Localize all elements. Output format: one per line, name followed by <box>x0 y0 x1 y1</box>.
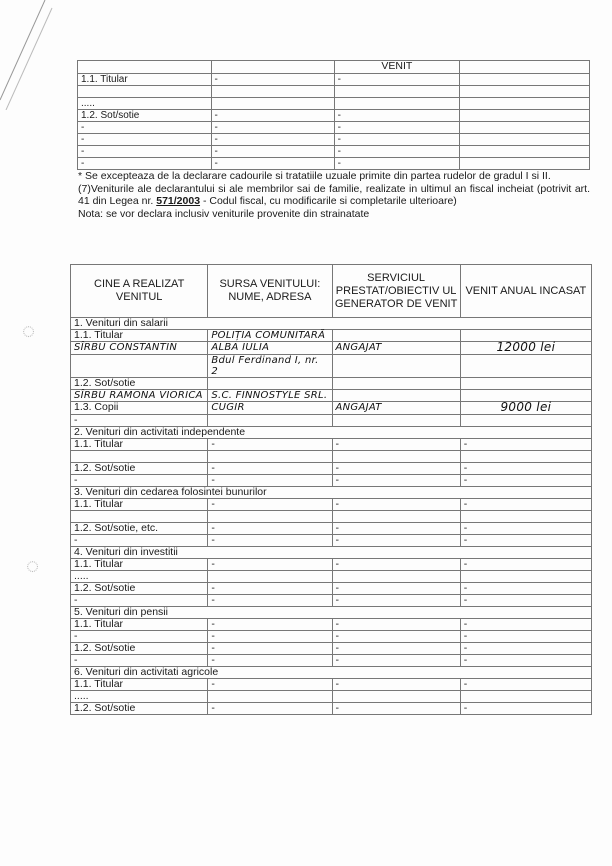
income-table-header <box>71 265 592 318</box>
table-row: - - - - <box>71 475 592 487</box>
table-row: - - - <box>78 158 590 170</box>
table-row <box>71 451 592 463</box>
table-row <box>78 86 590 98</box>
table-row: - - - - <box>71 655 592 667</box>
law-number: 571/2003 <box>156 195 201 207</box>
previous-income-table <box>77 60 590 170</box>
handwritten-income: 12000 lei <box>496 340 556 354</box>
venit-header: VENIT <box>334 61 460 74</box>
section-row-cedarea: 3. Venituri din cedarea folosintei bunurilor <box>71 487 592 499</box>
section-row-investitii: 4. Venituri din investitii <box>71 547 592 559</box>
table-row: 1.3. Copii CUGIR ANGAJAT 9000 lei <box>71 402 592 415</box>
table-row: - - - <box>78 134 590 146</box>
table-row: - - - - <box>71 631 592 643</box>
section-row-independente: 2. Venituri din activitati independente <box>71 427 592 439</box>
handwritten-name: SÎRBU CONSTANTIN <box>74 342 178 353</box>
table-row: 1.1. Titular - - <box>78 74 590 86</box>
table-row: - <box>71 415 592 427</box>
table-row: 1.1. Titular - - - <box>71 499 592 511</box>
punch-hole-mark: ◌ <box>26 553 40 578</box>
table-row: 1.1. Titular - - - <box>71 439 592 451</box>
handwritten-service: ANGAJAT <box>335 342 382 353</box>
table-row: 1.1. Titular - - - <box>71 619 592 631</box>
handwritten-spouse-name: SÎRBU RAMONA VIORICA <box>74 390 203 401</box>
table-row: SÎRBU CONSTANTIN ALBA IULIA ANGAJAT 12000 lei <box>71 342 592 355</box>
col-source: SURSA VENITULUI: NUME, ADRESA <box>208 265 332 318</box>
col-income: VENIT ANUAL INCASAT <box>460 265 591 318</box>
table-row: 1.1. Titular - - - <box>71 559 592 571</box>
table-row: 1.2. Sot/sotie - - - <box>71 583 592 595</box>
table-row: - - - <box>78 146 590 158</box>
foreign-income-note: Nota: se vor declara inclusiv veniturile provenite din strainatate <box>78 208 370 220</box>
table-row: 1.2. Sot/sotie - - - <box>71 643 592 655</box>
handwritten-source: POLIȚIA COMUNITARĂ <box>211 330 326 341</box>
table-row: ..... <box>71 691 592 703</box>
table-row: 1.1. Titular POLIȚIA COMUNITARĂ <box>71 330 592 342</box>
table-row: 1.1. Titular - - - <box>71 679 592 691</box>
table-row: - - - - <box>71 535 592 547</box>
income-table <box>70 264 592 715</box>
table-row: Bdul Ferdinand I, nr. 2 <box>71 355 592 378</box>
table-row <box>71 511 592 523</box>
table-row: - - - - <box>71 595 592 607</box>
table-row: ..... <box>78 98 590 110</box>
col-service: SERVICIUL PRESTAT/OBIECTIV UL GENERATOR DE VENIT <box>332 265 460 318</box>
table-row: 1.2. Sot/sotie <box>71 378 592 390</box>
table-row: ..... <box>71 571 592 583</box>
section-row-pensii: 5. Venituri din pensii <box>71 607 592 619</box>
table-row: - - - <box>78 122 590 134</box>
table-row: 1.2. Sot/sotie, etc. - - - <box>71 523 592 535</box>
section-row-salarii: 1. Venituri din salarii <box>71 318 592 330</box>
table-row: 1.2. Sot/sotie - - - <box>71 463 592 475</box>
income-section-intro: (7)Veniturile ale declarantului si ale membrilor sai de familie, realizate in ultimul an fiscal incheiat (potrivit art. 41 din Legea nr. 571/2003 - Codul fiscal, cu modificarile si completarile ulterioare) <box>78 183 590 207</box>
table-row: 1.2. Sot/sotie - - - <box>71 703 592 715</box>
notes-block <box>78 170 590 221</box>
handwritten-spouse-source: S.C. FINNOSTYLE SRL. <box>211 390 328 401</box>
punch-hole-mark: ◌ <box>22 318 36 343</box>
table-row: 1.2. Sot/sotie - - <box>78 110 590 122</box>
gift-exception-note: * Se excepteaza de la declarare cadourile si tratatiile uzuale primite din partea rudelor de gradul I si II. <box>78 170 551 182</box>
section-row-agricole: 6. Venituri din activitati agricole <box>71 667 592 679</box>
scan-edge-marks <box>0 0 60 110</box>
col-who: CINE A REALIZAT VENITUL <box>71 265 208 318</box>
